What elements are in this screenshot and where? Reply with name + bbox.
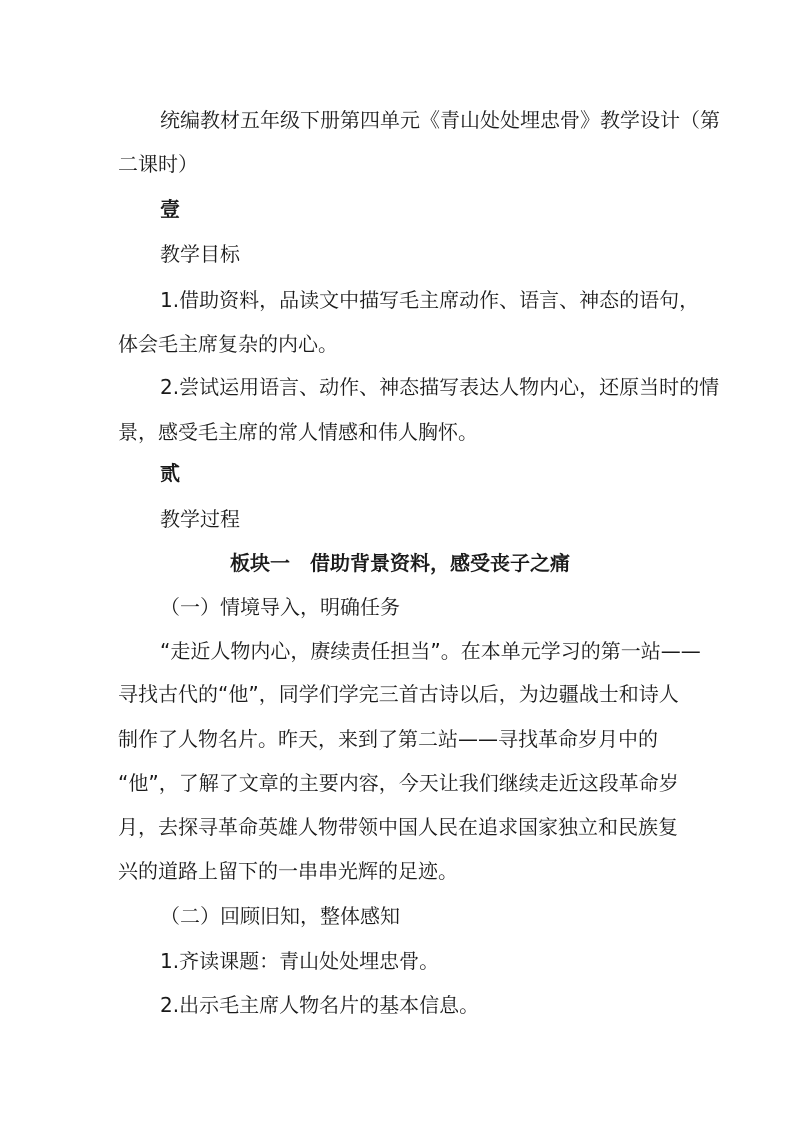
step-2: 2.出示毛主席人物名片的基本信息。 [160, 993, 480, 1017]
step-1: 1.齐读课题：青山处处埋忠骨。 [160, 949, 440, 973]
goal-1-line-1: 1.借助资料，品读文中描写毛主席动作、语言、神态的语句， [160, 288, 700, 312]
section-1-marker: 壹 [160, 197, 180, 221]
title-line-1: 统编教材五年级下册第四单元《青山处处埋忠骨》教学设计（第 [160, 108, 720, 132]
goal-2-line-1: 2.尝试运用语言、动作、神态描写表达人物内心，还原当时的情 [160, 375, 720, 399]
section-2-marker: 贰 [160, 461, 180, 485]
para-1-line-5: 月，去探寻革命英雄人物带领中国人民在追求国家独立和民族复 [118, 815, 678, 839]
para-1-line-1: “走近人物内心，赓续责任担当”。在本单元学习的第一站—— [160, 639, 701, 663]
goal-1-line-2: 体会毛主席复杂的内心。 [118, 332, 338, 356]
title-line-2: 二课时） [118, 152, 198, 176]
goal-2-line-2: 景，感受毛主席的常人情感和伟人胸怀。 [118, 420, 478, 444]
block-1-title: 板块一 借助背景资料，感受丧子之痛 [230, 551, 570, 575]
para-1-line-4: “他”，了解了文章的主要内容，今天让我们继续走近这段革命岁 [118, 771, 679, 795]
section-2-title: 教学过程 [160, 507, 240, 531]
para-1-line-6: 兴的道路上留下的一串串光辉的足迹。 [118, 859, 458, 883]
section-1-title: 教学目标 [160, 242, 240, 266]
para-1-line-3: 制作了人物名片。昨天，来到了第二站——寻找革命岁月中的 [118, 727, 658, 751]
sub-1-title: （一）情境导入，明确任务 [160, 595, 400, 619]
sub-2-title: （二）回顾旧知，整体感知 [160, 904, 400, 928]
para-1-line-2: 寻找古代的“他”，同学们学完三首古诗以后，为边疆战士和诗人 [118, 682, 679, 706]
